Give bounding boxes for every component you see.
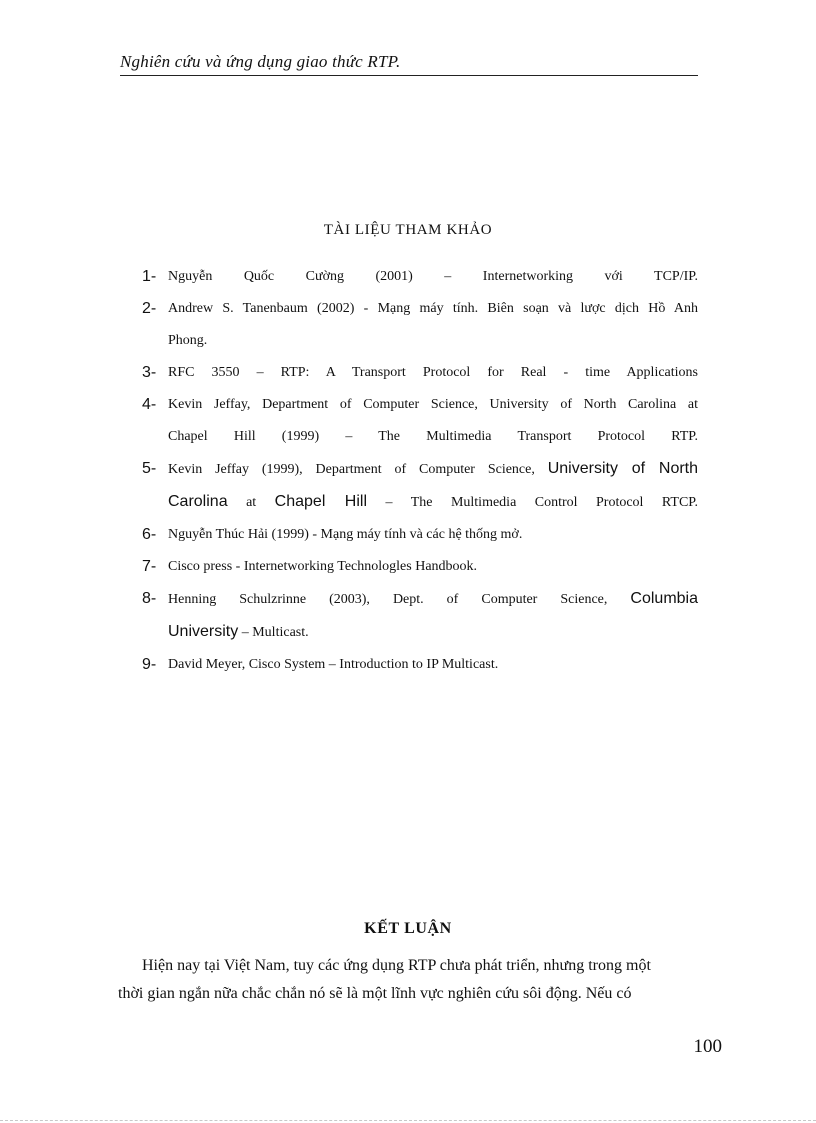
reference-text-part: – The Multimedia Control Protocol RTCP. [385,495,699,510]
reference-list [142,261,698,681]
institution-name: University of North [547,460,699,477]
reference-text: Cisco press - Internetworking Technologles Handbook. [168,559,478,574]
reference-text-part: – Multicast. [241,625,309,640]
reference-item-7 [142,551,698,583]
institution-name: Columbia [630,590,698,607]
reference-text [168,583,698,616]
reference-number: 1- [142,268,157,285]
reference-text-cont: Phong. [168,333,208,348]
reference-text-cont: Chapel Hill (1999) – The Multimedia Transport Protocol RTP. [168,429,698,444]
reference-text-part: at [246,495,257,510]
paragraph-line: Hiện nay tại Việt Nam, tuy các ứng dụng RTP chưa phát triển, nhưng trong một [142,957,651,974]
reference-text-part: Kevin Jeffay (1999), Department of Computer Science, [168,462,535,477]
reference-number: 7- [142,558,157,575]
conclusion-paragraph [118,952,698,1008]
reference-text [168,453,698,486]
reference-text: Andrew S. Tanenbaum (2002) - Mạng máy tính. Biên soạn và lược dịch Hồ Anh [168,301,698,316]
reference-item-9 [142,649,698,681]
page-bottom-divider [0,1120,816,1121]
running-header [120,52,698,76]
references-title: TÀI LIỆU THAM KHẢO [323,222,493,238]
reference-text: Nguyễn Quốc Cường (2001) – Internetworking với TCP/IP. [168,269,698,284]
reference-number: 8- [142,590,157,607]
reference-text: Kevin Jeffay, Department of Computer Science, University of North Carolina at [168,397,698,412]
reference-text-cont [168,616,698,649]
reference-number: 4- [142,396,157,413]
reference-item-4 [142,389,698,453]
conclusion-title: KẾT LUẬN [364,920,452,937]
reference-item-2 [142,293,698,357]
reference-text: David Meyer, Cisco System – Introduction to IP Multicast. [168,657,499,672]
reference-text-cont [168,486,698,519]
reference-item-1 [142,261,698,293]
reference-item-8 [142,583,698,649]
reference-item-6 [142,519,698,551]
paragraph-line: thời gian ngắn nữa chắc chắn nó sẽ là một lĩnh vực nghiên cứu sôi động. Nếu có [118,985,632,1002]
institution-name: University [168,623,239,640]
reference-number: 9- [142,656,157,673]
reference-number: 6- [142,526,157,543]
page-number: 100 [693,1036,722,1057]
reference-number: 3- [142,364,157,381]
running-title: Nghiên cứu và ứng dụng giao thức RTP. [120,52,401,71]
institution-name: Carolina [168,493,228,510]
reference-number: 5- [142,460,157,477]
reference-text: Nguyễn Thúc Hải (1999) - Mạng máy tính và các hệ thống mở. [168,527,523,542]
reference-item-3 [142,357,698,389]
institution-name: Chapel Hill [274,493,368,510]
reference-text-part: Henning Schulzrinne (2003), Dept. of Computer Science, [168,592,608,607]
reference-item-5 [142,453,698,519]
reference-number: 2- [142,300,157,317]
reference-text: RFC 3550 – RTP: A Transport Protocol for Real - time Applications [168,365,698,380]
